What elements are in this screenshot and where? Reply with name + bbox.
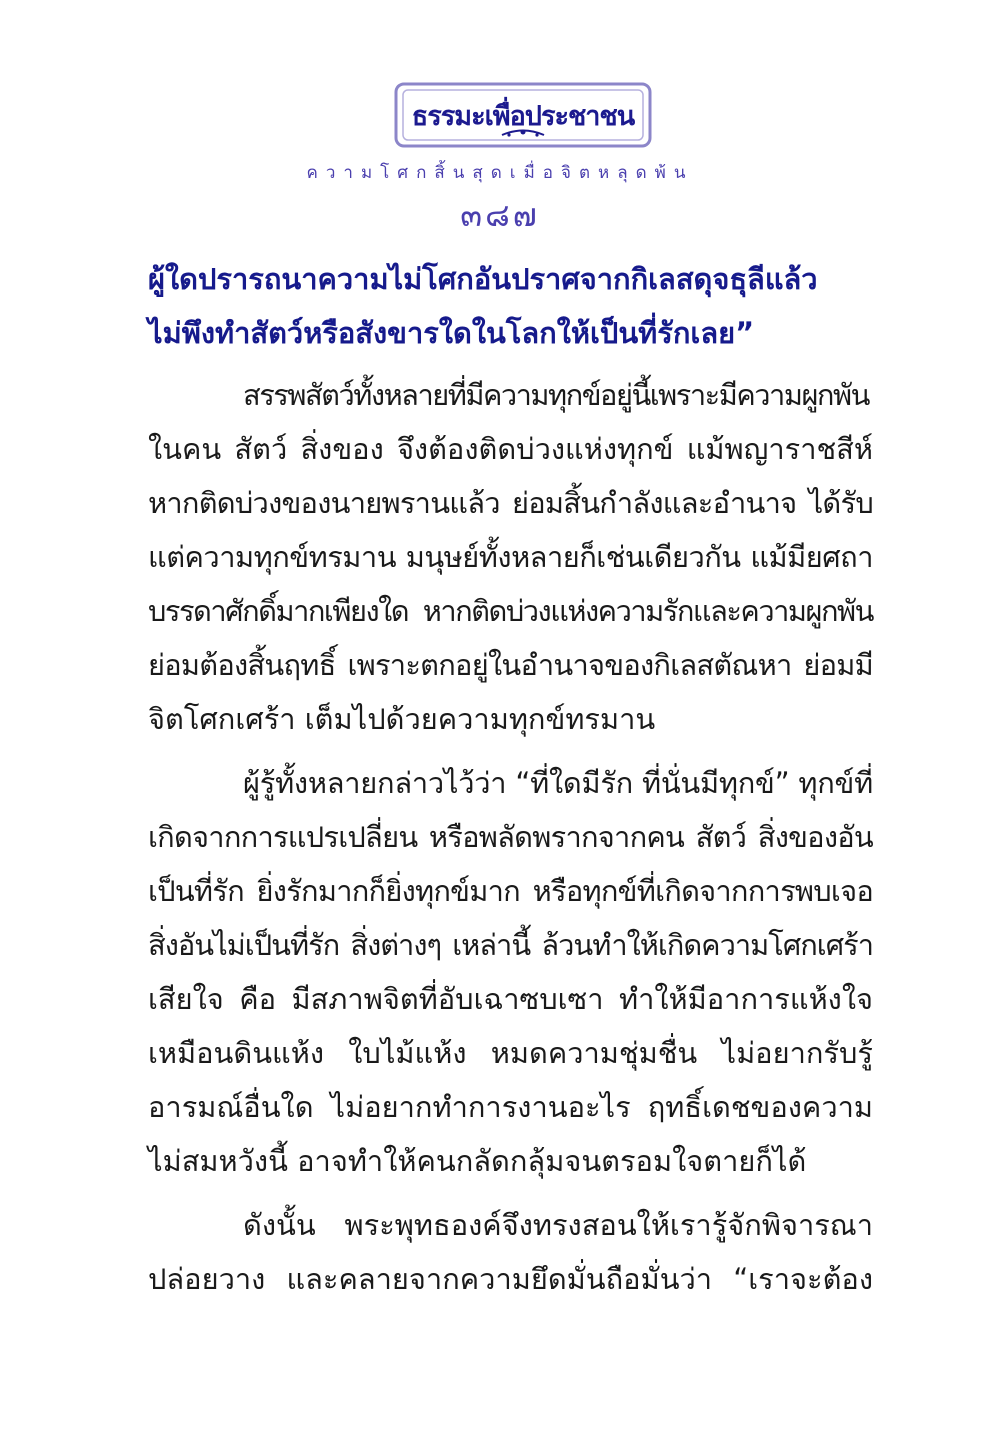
logo-text: ธรรมะเพื่อประชาชน: [411, 101, 635, 132]
text-line: แต่ความทุกข์ทรมาน มนุษย์ทั้งหลายก็เช่นเดียวกัน แม้มียศถา: [148, 540, 873, 574]
series-logo: [392, 80, 654, 150]
text-line: ในคน สัตว์ สิ่งของ จึงต้องติดบ่วงแห่งทุกข์ แม้พญาราชสีห์: [148, 432, 873, 466]
text-line: เหมือนดินแห้ง ใบไม้แห้ง หมดความชุ่มชื่น ไม่อยากรับรู้: [148, 1036, 873, 1070]
text-line: อารมณ์อื่นใด ไม่อยากทำการงานอะไร ฤทธิ์เดชของความ: [148, 1090, 873, 1124]
text-line: ปล่อยวาง และคลายจากความยึดมั่นถือมั่นว่า “เราจะต้อง: [148, 1262, 873, 1296]
quote-heading: [148, 252, 878, 360]
text-line: สรรพสัตว์ทั้งหลายที่มีความทุกข์อยู่นี้เพราะมีความผูกพัน: [243, 378, 869, 412]
page-number: ๓๘๗: [460, 196, 540, 234]
quote-line: ไม่พึงทำสัตว์หรือสังขารใดในโลกให้เป็นที่รักเลย”: [148, 316, 755, 350]
quote-line: ผู้ใดปรารถนาความไม่โศกอันปราศจากกิเลสดุจธุลีแล้ว: [148, 262, 818, 296]
text-line: บรรดาศักดิ์มากเพียงใด หากติดบ่วงแห่งความรักและความผูกพัน: [148, 594, 873, 628]
text-line: สิ่งอันไม่เป็นที่รัก สิ่งต่างๆ เหล่านี้ ล้วนทำให้เกิดความโศกเศร้า: [148, 928, 873, 962]
running-head: ความโศกสิ้นสุดเมื่อจิตหลุดพ้น: [306, 163, 694, 183]
paragraph: [148, 368, 873, 746]
text-line: เกิดจากการแปรเปลี่ยน หรือพลัดพรากจากคน สัตว์ สิ่งของอัน: [148, 820, 873, 854]
paragraph: [148, 756, 873, 1188]
text-line: หากติดบ่วงของนายพรานแล้ว ย่อมสิ้นกำลังและอำนาจ ได้รับ: [148, 486, 873, 520]
text-line: เสียใจ คือ มีสภาพจิตที่อับเฉาซบเซา ทำให้มีอาการแห้งใจ: [148, 982, 873, 1016]
text-line: ไม่สมหวังนี้ อาจทำให้คนกลัดกลุ้มจนตรอมใจตายก็ได้: [148, 1144, 807, 1178]
text-line: จิตโศกเศร้า เต็มไปด้วยความทุกข์ทรมาน: [148, 702, 656, 736]
text-line: ดังนั้น พระพุทธองค์จึงทรงสอนให้เรารู้จักพิจารณา: [243, 1208, 873, 1242]
text-line: ย่อมต้องสิ้นฤทธิ์ เพราะตกอยู่ในอำนาจของกิเลสตัณหา ย่อมมี: [148, 648, 873, 682]
text-line: ผู้รู้ทั้งหลายกล่าวไว้ว่า “ที่ใดมีรัก ที่นั่นมีทุกข์” ทุกข์ที่: [243, 766, 873, 800]
body-text: [148, 368, 873, 1306]
text-line: เป็นที่รัก ยิ่งรักมากก็ยิ่งทุกข์มาก หรือทุกข์ที่เกิดจากการพบเจอ: [148, 874, 873, 908]
paragraph: [148, 1198, 873, 1306]
